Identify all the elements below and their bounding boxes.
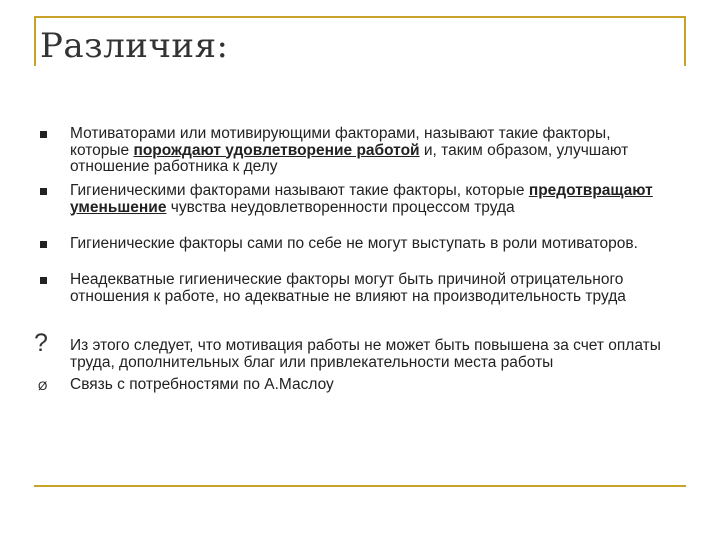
square-bullet-icon: [40, 188, 47, 195]
bullet-text: чувства неудовлетворенности процессом труда: [166, 198, 515, 216]
bullet-text: Неадекватные гигиенические факторы могут быть причиной отрицательного отношения к работе, но адекватные не влияют на производительность труда: [70, 271, 626, 305]
bullet-text: Связь с потребностями по А.Маслоу: [70, 376, 334, 393]
square-bullet-icon: [40, 241, 47, 248]
bullet-text: и, таким образом, улучшают отношение работника к делу: [70, 141, 629, 175]
square-bullet-icon: [40, 131, 47, 138]
slide-title: Различия:: [40, 26, 229, 66]
bullet-text: Гигиенические факторы сами по себе не могут выступать в роли мотиваторов.: [70, 235, 638, 252]
slide-frame-right: [684, 16, 686, 66]
slide-frame-bottom: [34, 485, 686, 487]
arrow-bullet-icon: Ø: [38, 379, 48, 393]
bullet-item-inadequate-hygiene: [70, 272, 670, 305]
slide-frame-top: [34, 16, 686, 18]
square-bullet-icon: [40, 277, 47, 284]
question-mark-icon: ?: [34, 329, 48, 357]
bullet-item-hygiene-not-motivators: [70, 236, 670, 253]
bullet-item-maslow: [70, 377, 670, 394]
bullet-item-conclusion: [70, 338, 670, 371]
bullet-text: Гигиеническими факторами называют такие факторы, которые: [70, 182, 529, 199]
bullet-emphasis: предотвращают уменьшение: [70, 182, 653, 216]
bullet-item-hygiene-factors: [70, 183, 670, 216]
slide-frame-left: [34, 16, 36, 66]
bullet-text: Из этого следует, что мотивация работы не может быть повышена за счет оплаты труда, дополнительных благ или привлекательности места работы: [70, 337, 661, 371]
bullet-item-motivators: [70, 126, 670, 176]
bullet-text: Мотиваторами или мотивирующими факторами, называют такие факторы, которые: [70, 125, 611, 159]
bullet-emphasis: порождают удовлетворение работой: [133, 141, 420, 159]
